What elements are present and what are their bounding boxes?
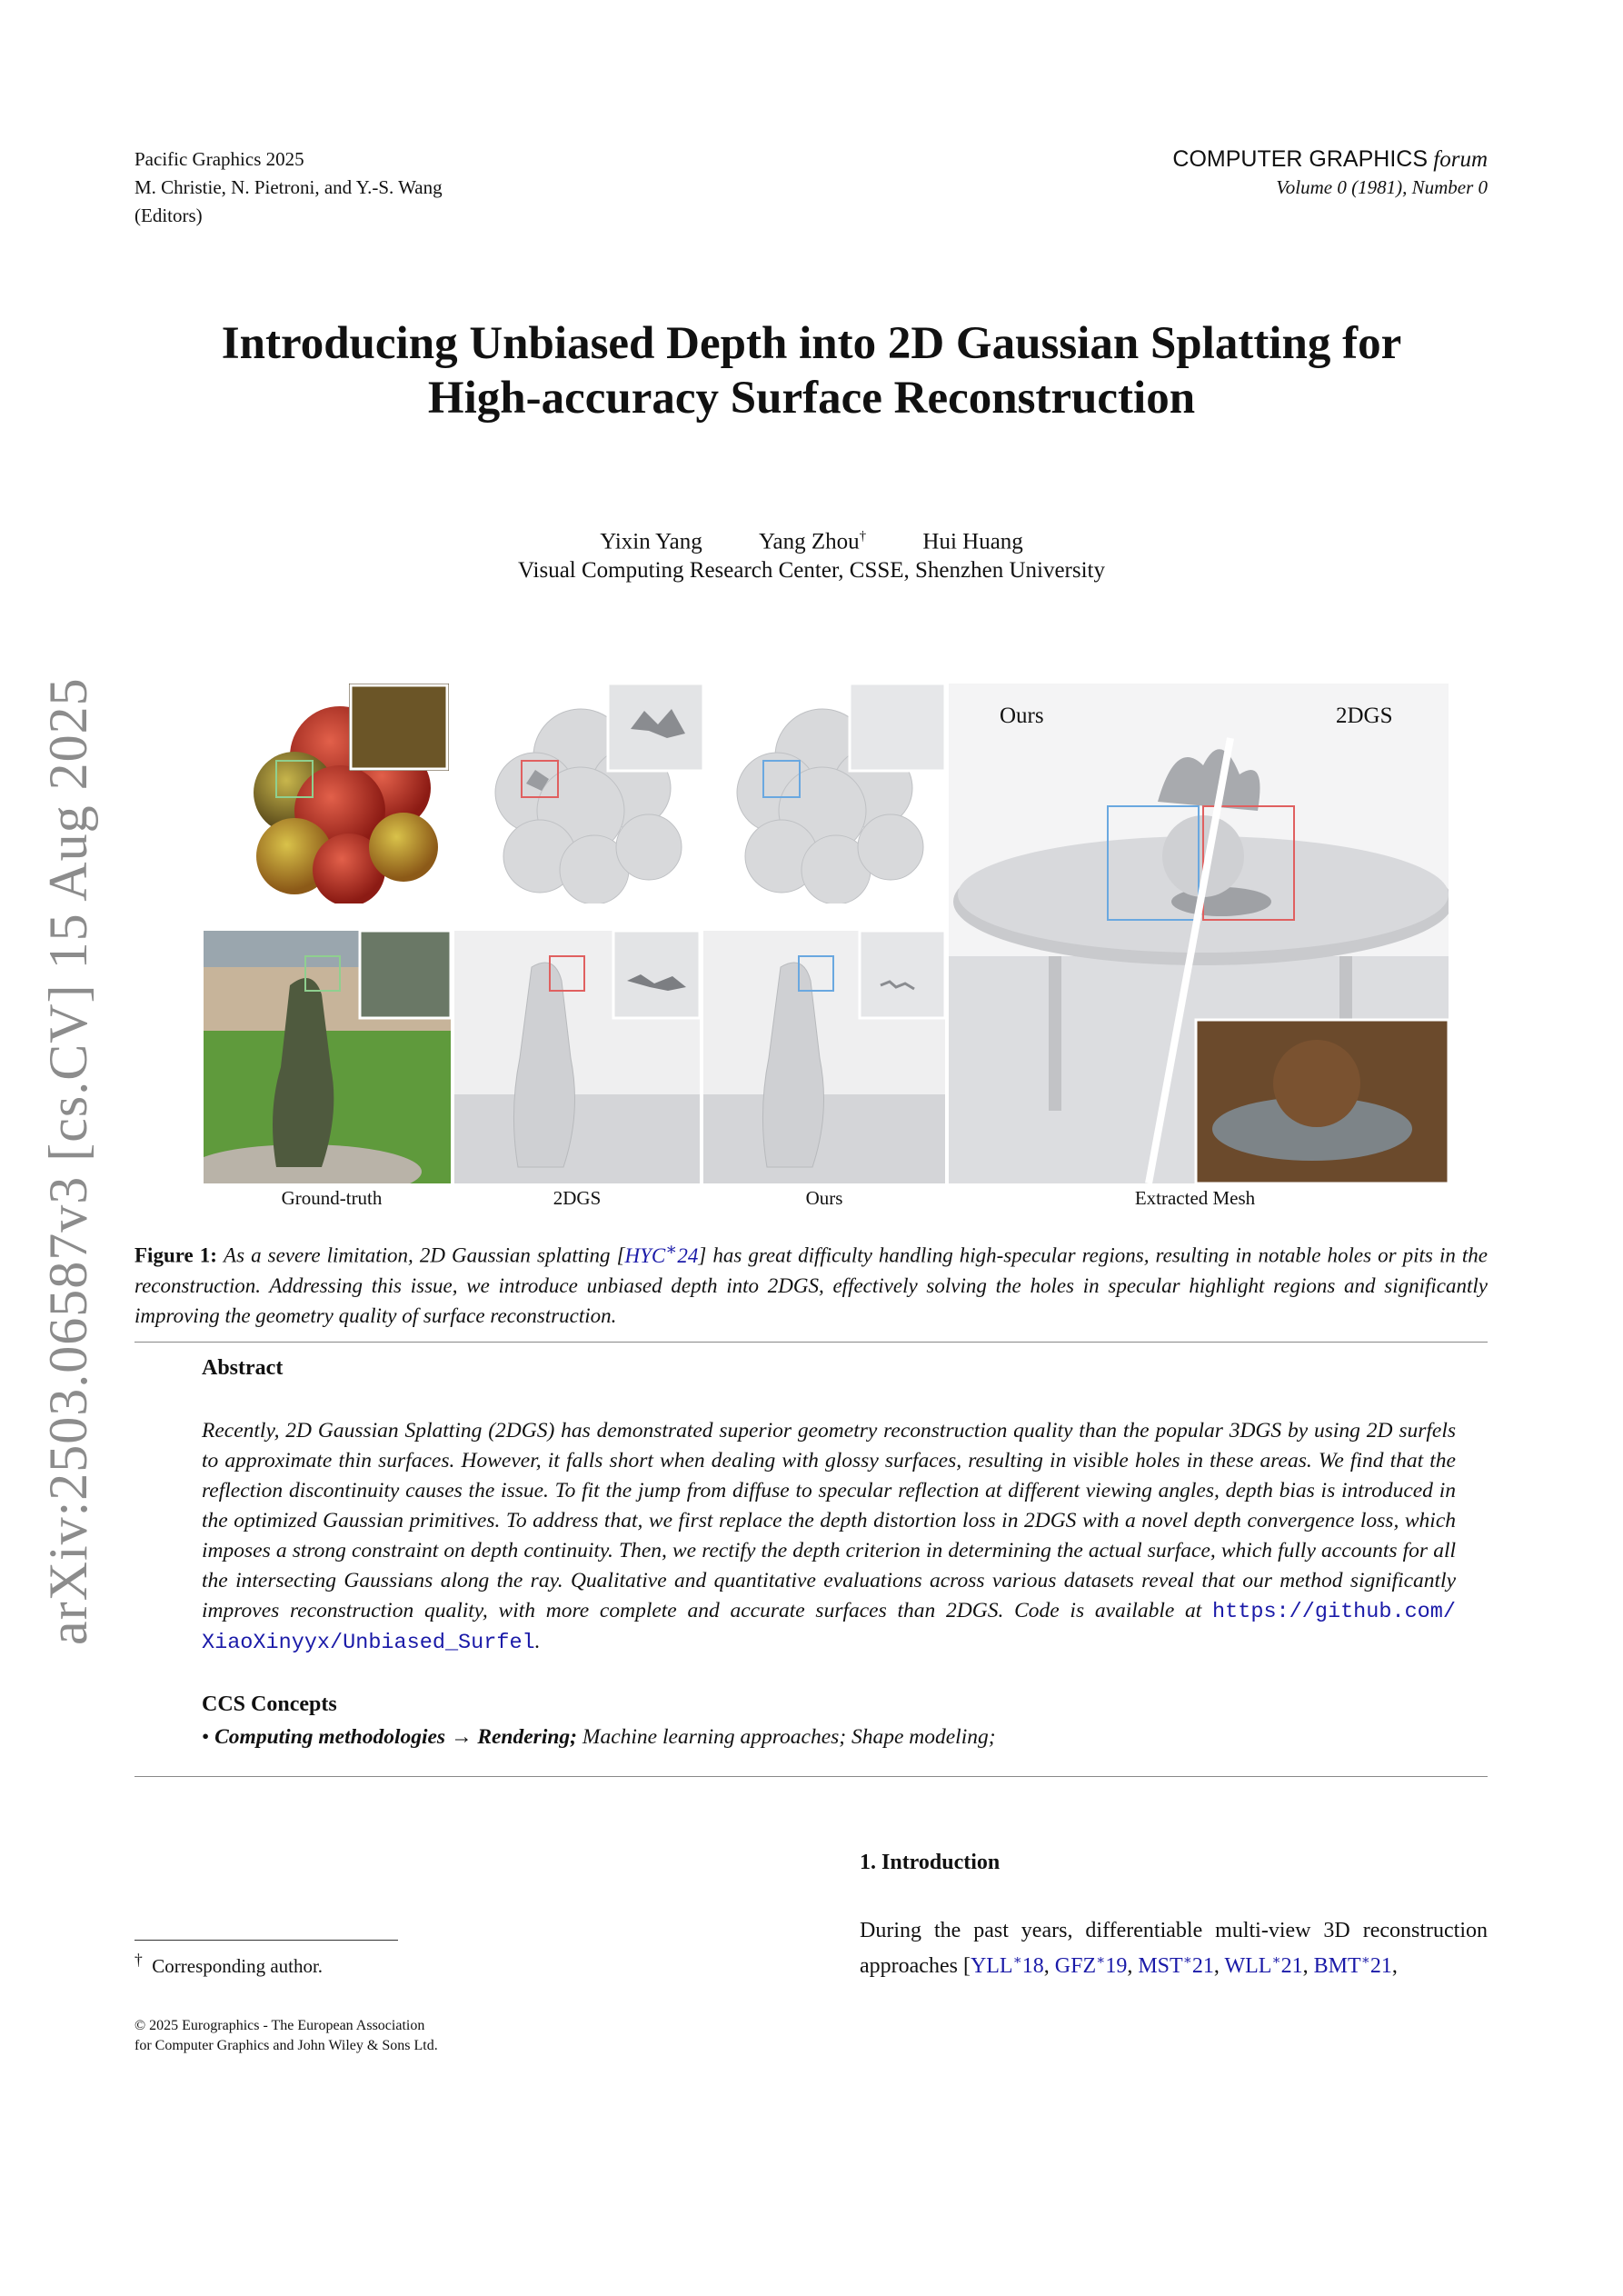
paper-title — [136, 316, 1487, 425]
divider-bottom — [134, 1776, 1488, 1777]
conference-name: Pacific Graphics 2025 — [134, 148, 304, 170]
author-name: Yixin Yang — [600, 529, 702, 554]
ccs-concepts: • Computing methodologies → Rendering; Machine learning approaches; Shape modeling; — [202, 1725, 996, 1749]
column-label-extracted-mesh: Extracted Mesh — [1134, 1187, 1256, 1209]
author-block — [136, 522, 1487, 585]
apples-2dgs-mesh-image — [476, 684, 703, 903]
apples-ours-mesh-image — [718, 684, 945, 903]
running-header-left — [134, 145, 443, 230]
ours-panel-label: Ours — [1000, 704, 1044, 728]
teaser-figure — [204, 684, 1449, 1183]
volume-info: Volume 0 (1981), Number 0 — [1276, 176, 1488, 198]
running-header-right — [1172, 145, 1488, 202]
apples-ground-truth-image — [231, 684, 449, 903]
figure-caption: Figure 1: As a severe limitation, 2D Gaussian splatting [HYC∗24] has great difficulty handling high-specular regions, resulting in notable holes or pits in the reconstruction. Addressing this issue, we introduce unbiased depth into 2DGS, effectively solving the holes in specular highlight regions and significantly improving the geometry quality of surface reconstruction. — [134, 1240, 1488, 1327]
journal-name — [1172, 145, 1488, 174]
citation-link[interactable]: HYC∗24 — [624, 1240, 699, 1267]
column-label-2dgs: 2DGS — [553, 1187, 602, 1209]
copyright-notice: © 2025 Eurographics - The European Association for Computer Graphics and John Wiley & Sons Ltd. — [134, 2018, 438, 2053]
section-heading-introduction: 1. Introduction — [860, 1851, 1001, 1874]
citation-link[interactable]: WLL∗21 — [1224, 1953, 1303, 1978]
title-line-2: High-accuracy Surface Reconstruction — [427, 373, 1196, 424]
journal-name-italic: forum — [1433, 147, 1488, 172]
affiliation: Visual Computing Research Center, CSSE, Shenzhen University — [517, 558, 1106, 584]
statue-2dgs-mesh-image — [454, 931, 700, 1183]
introduction-text: During the past years, differentiable multi-view 3D reconstruction approaches [YLL∗18, GFZ∗19, MST∗21, WLL∗21, BMT∗21, — [860, 1919, 1488, 1978]
citation-link[interactable]: GFZ∗19 — [1054, 1953, 1128, 1978]
column-label-ground-truth: Ground-truth — [281, 1187, 383, 1209]
caption-label: Figure 1: — [134, 1243, 217, 1267]
arxiv-stamp: arXiv:2503.06587v3 [cs.CV] 15 Aug 2025 — [38, 677, 98, 1645]
author-name: Yang Zhou† — [758, 529, 867, 554]
column-label-ours: Ours — [805, 1187, 843, 1209]
code-url-link[interactable]: https://github.com/ XiaoXinyyx/Unbiased_Surfel — [202, 1600, 1456, 1655]
divider-top — [134, 1342, 1488, 1343]
abstract-body: Recently, 2D Gaussian Splatting (2DGS) has demonstrated superior geometry reconstruction quality than the popular 3DGS by using 2D surfels to approximate thin surfaces. However, it falls short when dealing with glossy surfaces, resulting in visible holes in these areas. We find that the reflection discontinuity causes the issue. To fit the jump from diffuse to specular reflection at different viewing angles, depth bias is introduced in the optimized Gaussian primitives. To address that, we first replace the depth distortion loss in 2DGS with a novel depth convergence loss, which imposes a strong constraint on depth continuity. Then, we rectify the depth criterion in determining the actual surface, which fully accounts for all the intersecting Gaussians along the ray. Qualitative and quantitative evaluations across various datasets reveal that our method significantly improves reconstruction quality, with more complete and accurate surfaces than 2DGS. Code is available at https://github.com/ XiaoXinyyx/Unbiased_Surfel. — [202, 1419, 1456, 1655]
footnote: † Corresponding author. — [134, 1951, 324, 1977]
editors-line-2: (Editors) — [134, 205, 203, 226]
extracted-mesh-image — [949, 684, 1449, 1183]
citation-link[interactable]: MST∗21 — [1138, 1953, 1214, 1978]
citation-link[interactable]: YLL∗18 — [970, 1953, 1044, 1978]
ccs-heading: CCS Concepts — [202, 1692, 337, 1716]
author-list — [136, 522, 1487, 556]
journal-name-main: COMPUTER GRAPHICS — [1172, 146, 1429, 172]
statue-ours-mesh-image — [703, 931, 945, 1183]
footnote-rule — [134, 1940, 398, 1941]
editors-line-1: M. Christie, N. Pietroni, and Y.-S. Wang — [134, 176, 443, 198]
abstract-heading: Abstract — [202, 1356, 284, 1380]
citation-link[interactable]: BMT∗21 — [1313, 1953, 1392, 1978]
statue-ground-truth-image — [204, 931, 451, 1183]
title-line-1: Introducing Unbiased Depth into 2D Gaussian Splatting for — [221, 318, 1402, 369]
2dgs-panel-label: 2DGS — [1336, 704, 1393, 728]
author-name: Hui Huang — [922, 529, 1023, 554]
